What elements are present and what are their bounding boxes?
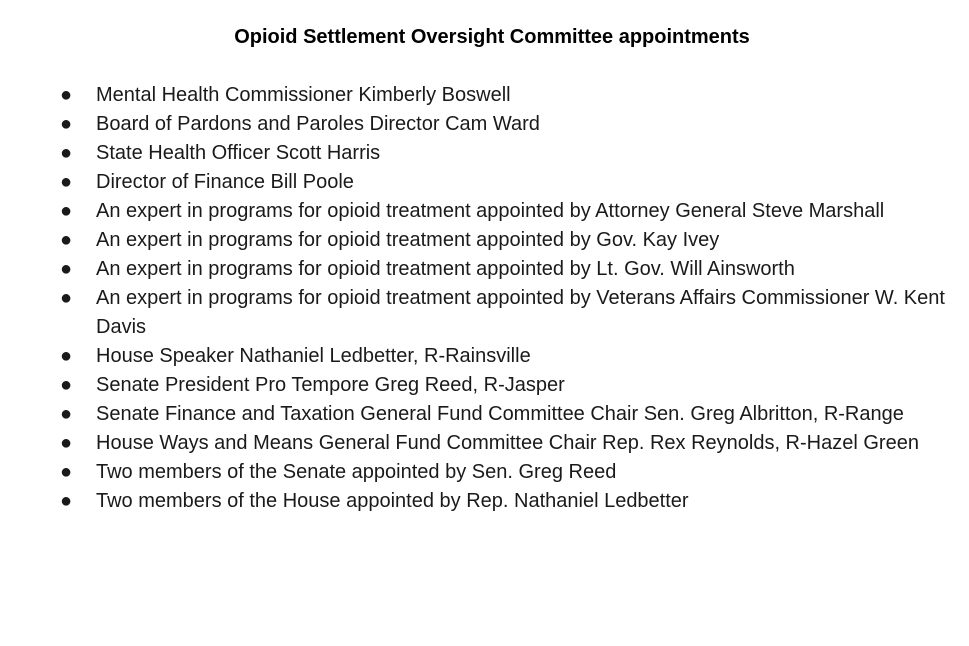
- list-item-text: Director of Finance Bill Poole: [96, 171, 354, 193]
- list-item-text: State Health Officer Scott Harris: [96, 142, 381, 164]
- list-item-text: Two members of the Senate appointed by Sen. Greg Reed: [96, 461, 617, 483]
- appointments-list: [0, 81, 956, 516]
- list-item-text: Senate Finance and Taxation General Fund Committee Chair Sen. Greg Albritton, R-Range: [96, 403, 904, 425]
- list-item: [0, 81, 956, 110]
- list-item-text: An expert in programs for opioid treatment appointed by Lt. Gov. Will Ainsworth: [96, 258, 795, 280]
- list-item: [0, 342, 956, 371]
- list-item-text: Board of Pardons and Paroles Director Cam Ward: [96, 113, 540, 135]
- bullet-icon: ●: [60, 171, 73, 193]
- bullet-icon: ●: [60, 374, 73, 396]
- list-item: [0, 458, 956, 487]
- document-title: Opioid Settlement Oversight Committee appointments: [234, 26, 750, 48]
- bullet-icon: ●: [60, 113, 73, 135]
- list-item: [0, 400, 956, 429]
- list-item-text: An expert in programs for opioid treatment appointed by Veterans Affairs Commissioner W. Kent Davis: [96, 287, 945, 338]
- bullet-icon: ●: [60, 432, 73, 454]
- list-item: [0, 429, 956, 458]
- list-item: [0, 371, 956, 400]
- bullet-icon: ●: [60, 142, 73, 164]
- bullet-icon: ●: [60, 258, 73, 280]
- bullet-icon: ●: [60, 345, 73, 367]
- list-item: [0, 110, 956, 139]
- list-item: [0, 168, 956, 197]
- list-item: [0, 284, 956, 342]
- list-item-text: House Speaker Nathaniel Ledbetter, R-Rainsville: [96, 345, 531, 367]
- list-item-text: An expert in programs for opioid treatment appointed by Gov. Kay Ivey: [96, 229, 720, 251]
- list-item-text: House Ways and Means General Fund Committee Chair Rep. Rex Reynolds, R-Hazel Green: [96, 432, 919, 454]
- bullet-icon: ●: [60, 287, 73, 309]
- bullet-icon: ●: [60, 403, 73, 425]
- bullet-icon: ●: [60, 490, 73, 512]
- list-item: [0, 226, 956, 255]
- list-item-text: Senate President Pro Tempore Greg Reed, R-Jasper: [96, 374, 565, 396]
- bullet-icon: ●: [60, 200, 73, 222]
- bullet-icon: ●: [60, 461, 73, 483]
- list-item: [0, 487, 956, 516]
- bullet-icon: ●: [60, 229, 73, 251]
- list-item-text: An expert in programs for opioid treatment appointed by Attorney General Steve Marshall: [96, 200, 885, 222]
- list-item-text: Mental Health Commissioner Kimberly Boswell: [96, 84, 511, 106]
- list-item: [0, 197, 956, 226]
- list-item-text: Two members of the House appointed by Rep. Nathaniel Ledbetter: [96, 490, 689, 512]
- list-item: [0, 255, 956, 284]
- list-item: [0, 139, 956, 168]
- bullet-icon: ●: [60, 84, 73, 106]
